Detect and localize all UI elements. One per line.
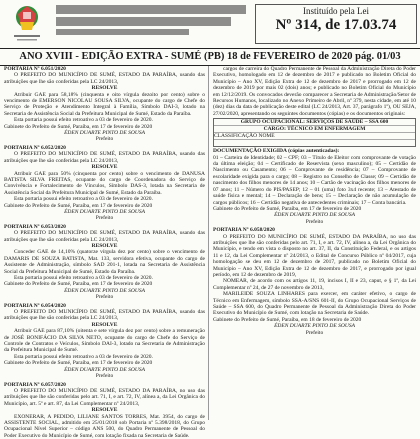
portaria-office: Gabinete do Prefeito de Sumé, Paraíba, em 17 de fevereiro de 2020 (4, 124, 205, 130)
portaria-preamble: O PREFEITO DO MUNICÍPIO DE SUMÉ, ESTADO DA PARAÍBA, usando das atribuições que lhe são conferidas pela LC 24/2013, (4, 230, 205, 243)
portaria-signer: ÉDEN DUARTE PINTO DE SOUSA (4, 209, 205, 215)
table-row: CARGO: TÉCNICO EM ENFERMAGEM (214, 126, 415, 133)
portaria-resolve: RESOLVE (4, 85, 205, 91)
edital-signer: ÉDEN DUARTE PINTO DE SOUSA (213, 212, 416, 218)
edital-intro: cargos de carreira do Quadro Permanente de Pessoal da Administração Direta do Poder Executivo, homologado em 12 de dezembro de 2017 e publicado no Boletim Oficial do Município – Ano XV, Edição Extra de 12 de dezembro de 2017 e prorrogado em 12 de dezembro de 2019 por mais 02 (dois) anos; e publicado no Boletim Oficial do Município em 12/12/2019. Os convocados deverão comparecer a Secretaria de Administração/Setor de Recursos Humanos, localizado no Anexo Primeiro de Abril, nº 379, nesta cidade, em até 10 (dez) dias da data de publicação deste edital (LC 24/2013, Art. 37, parágrafo 1º), OU SEJA, 27/02/2020, apresentando os seguintes documentos (cópias) e os documentos originais: (213, 66, 416, 117)
gazette-title-banner (56, 2, 246, 42)
portaria-6054 (4, 303, 205, 380)
portaria-resolve: NOMEAR, de acordo com os artigos 11, 19, incisos I, II e 23, caput, e § 1º, da Lei Complementar nº 24, de 27 de novembro de 2013, (213, 278, 416, 291)
portaria-role: Prefeito (4, 136, 205, 142)
column-divider (208, 66, 209, 420)
portaria-body: Atribuir GAE para 50% (cinquenta por cento) sobre o vencimento de DANUSA BATISTA SILVA FREITAS, ocupante do cargo de Coordenadora do Serviço de Convivência e Fortalecimento de Vínculos, Símbolo DAS-3, lotada na Secretaria de Assistência Social da Prefeitura Municipal de Sumé, Estado da Paraíba. (4, 171, 205, 197)
municipal-logo (4, 2, 50, 44)
portaria-office: Gabinete do Prefeito de Sumé, Paraíba, em 17 de fevereiro de 2020 (4, 360, 205, 366)
portaria-body: Atribuir GAE para 87,10% (oitenta e sete vírgula dez por cento) sobre a remuneração de JOSÉ BONIFÁCIO DA SILVA NETO, ocupante do cargo de Chefe do Serviço de Controle de Contratos e Veículos, Símbolo DAI-3, lotado na Secretaria de Administração da Prefeitura Municipal de Sumé. (4, 328, 205, 354)
portaria-office: Gabinete do Prefeito de Sumé, Paraíba, em 17 de fevereiro de 2020 (4, 281, 205, 287)
portaria-effect: Esta portaria possui efeito retroativo a 03 de fevereiro de 2020. (4, 354, 205, 360)
portaria-heading: PORTARIA Nº 6.052/2020 (4, 145, 205, 151)
portaria-signer: ÉDEN DUARTE PINTO DE SOUSA (4, 367, 205, 373)
portaria-role: Prefeito (4, 215, 205, 221)
portaria-resolve: RESOLVE (4, 243, 205, 249)
right-column (213, 66, 416, 420)
portaria-heading: PORTARIA Nº 6.054/2020 (4, 303, 205, 309)
portaria-6052 (4, 145, 205, 222)
portaria-signer: ÉDEN DUARTE PINTO DE SOUSA (4, 288, 205, 294)
docs-heading: DOCUMENTAÇÃO EXIGIDA (cópias autenticadas): (213, 148, 416, 154)
portaria-resolve: RESOLVE (4, 322, 205, 328)
portaria-signer: ÉDEN DUARTE PINTO DE SOUSA (213, 323, 416, 329)
portaria-6057 (4, 382, 205, 439)
portaria-role: Prefeito (213, 330, 416, 336)
portaria-body: Conceder GAE de 14,10% (quatorze vírgula dez por cento) sobre o vencimento de DAMARIS DE SOUZA BATISTA, Mat. 133, servidora efetiva, ocupante do cargo de Assistente de Administração, símbolo SAD 201-1, lotada na Secretaria de Assistência Social da Prefeitura Municipal de Sumé, Estado da Paraíba. (4, 249, 205, 275)
edital-office: Gabinete do Prefeito de Sumé, Paraíba, em 17 de fevereiro de 2020 (213, 206, 416, 212)
portaria-preamble: O PREFEITO DO MUNICÍPIO DE SUMÉ, ESTADO DA PARAÍBA, usando das atribuições que lhe são conferidas pela LC 24/2013, (4, 72, 205, 85)
portaria-effect: Esta portaria possui efeito retroativo a 03 de fevereiro de 2020. (4, 196, 205, 202)
portaria-body: Atribuir GAE para 58,18% (cinquenta e oito vírgula dezoito por cento) sobre o vencimento de EMERSON NICOLAU SOUSA SILVA, ocupante do cargo de Chefe do Serviço de Proteção e Atendimento Integral à Família, Símbolo DAI-3, lotado na Secretaria de Assistência Social da Prefeitura Municipal de Sumé, Estado da Paraíba. (4, 92, 205, 118)
portaria-office: Gabinete do Prefeito de Sumé, Paraíba, em 18 de fevereiro de 2020 (213, 317, 416, 323)
portaria-6051 (4, 66, 205, 143)
portaria-body: EXONERAR, A PEDIDO, LILIANE SANTOS TORRES, Mat. 3954, do cargo de ASSISTENTE SOCIAL, admitido em 25/01/2018 sob Portaria nº 5.398/2018, do Grupo Ocupacional Nível Superior – código ANS 500, do Quadro Permanente de Pessoal do Poder Executivo do Município de Sumé, com lotação fixada na Secretaria de Saúde. (4, 414, 205, 439)
portaria-preamble: O PREFEITO DO MUNICÍPIO DE SUMÉ, ESTADO DA PARAÍBA, no uso das atribuições que lhe são conferidas pelo art. 71, I, e art. 72, IV, alínea a, da Lei Orgânica do Município, e tendo em vista o disposto no art. 37, II, da Constituição Federal, e os artigos 11 e 12, da Lei Complementar nº 24/2013, o Edital de Concurso Público nº 04/2017, cuja homologação se deu em 12 de dezembro de 2017, publicado no Boletim Oficial do Município – Ano XV, Edição Extra de 12 de dezembro de 2017, e prorrogado por igual período, em 12 de dezembro de 2019, (213, 234, 416, 279)
portaria-resolve: RESOLVE (4, 407, 205, 413)
lei-number: Nº 314, de 17.03.74 (256, 16, 416, 34)
nomination-table (213, 118, 416, 147)
edition-banner: ANO XVIII - EDIÇÃO EXTRA - SUMÉ (PB) 18 de FEVEREIRO de 2020 pág. 01/03 (0, 48, 420, 66)
table-row (214, 140, 415, 146)
portaria-preamble: O PREFEITO DO MUNICÍPIO DE SUMÉ, ESTADO DA PARAÍBA, usando das atribuições que lhe são conferidas pela LC 24/2013, (4, 151, 205, 164)
lei-label: Instituído pela Lei (256, 6, 416, 16)
portaria-preamble: O PREFEITO DO MUNICÍPIO DE SUMÉ, ESTADO DA PARAÍBA, usando das atribuições que lhe são conferidas pela LC 24/2013, (4, 309, 205, 322)
portaria-heading: PORTARIA Nº 6.058/2020 (213, 227, 416, 233)
docs-list: 01 – Carteira de Identidade; 02 – CPF; 03 – Título de Eleitor com comprovante de votação da última eleição; 04 – Certificado de Reservista (sexo masculino); 05 – Certidão de Nascimento ou Casamento; 06 – Comprovante de residência; 07 – Comprovante de escolaridade exigida para o cargo; 08 – Registro no Conselho de Classe; 09 – Certidão de nascimento dos filhos menores de 14 anos; 10 – Cartão de vacinação dos filhos menores de 07 anos; 11 – Número do PIS/PASEP; 12 – 01 (uma) foto 3x4 recente; 13 – Atestado de saúde física e mental; 14 – Declaração de bens; 15 – Declaração de não acumulação de cargos públicos; 16 – Certidão negativa de antecedentes criminais; 17 – Conta bancária. (213, 155, 416, 206)
left-column (4, 66, 205, 420)
portaria-body: MARILEIDE SOUZA LINHARES para exercer, em caráter efetivo, o cargo de Técnico em Enfermagem, símbolo SSA-A/SNS 601-II, do Grupo Ocupacional Serviços de Saúde – SSA 600, do Quadro Permanente de Pessoal da Administração Direta do Poder Executivo do Município de Sumé, com lotação na Secretaria de Saúde. (213, 291, 416, 317)
table-row: GRUPO OCUPACIONAL: SERVIÇOS DE SAÚDE – SSA 600 (214, 119, 415, 126)
portaria-role: Prefeito (4, 373, 205, 379)
lei-box (255, 4, 417, 44)
edital-role: Prefeito (213, 219, 416, 225)
portaria-office: Gabinete do Prefeito de Sumé, Paraíba, em 17 de fevereiro de 2020 (4, 203, 205, 209)
portaria-heading: PORTARIA Nº 6.051/2020 (4, 66, 205, 72)
page-header (0, 0, 420, 46)
portaria-effect: Esta portaria possui efeito retroativo a 03 de fevereiro de 2020. (4, 275, 205, 281)
portaria-6053 (4, 224, 205, 301)
table-row: CLASSIFICAÇÃO NOME (214, 133, 415, 140)
portaria-role: Prefeito (4, 294, 205, 300)
portaria-effect: Esta portaria possui efeito retroativo a 03 de fevereiro de 2020. (4, 117, 205, 123)
portaria-signer: ÉDEN DUARTE PINTO DE SOUSA (4, 130, 205, 136)
portaria-resolve: RESOLVE (4, 164, 205, 170)
portaria-heading: PORTARIA Nº 6.053/2020 (4, 224, 205, 230)
portaria-preamble: O PREFEITO DO MUNICÍPIO DE SUMÉ, ESTADO DA PARAÍBA, no uso das atribuições que lhe são conferidas pelo art. 71, I, e art. 72, IV, alínea a, da Lei Orgânica do Município, art. 5º e art. 87, da Lei Complementar nº 24/2013, (4, 388, 205, 407)
portaria-heading: PORTARIA Nº 6.057/2020 (4, 382, 205, 388)
